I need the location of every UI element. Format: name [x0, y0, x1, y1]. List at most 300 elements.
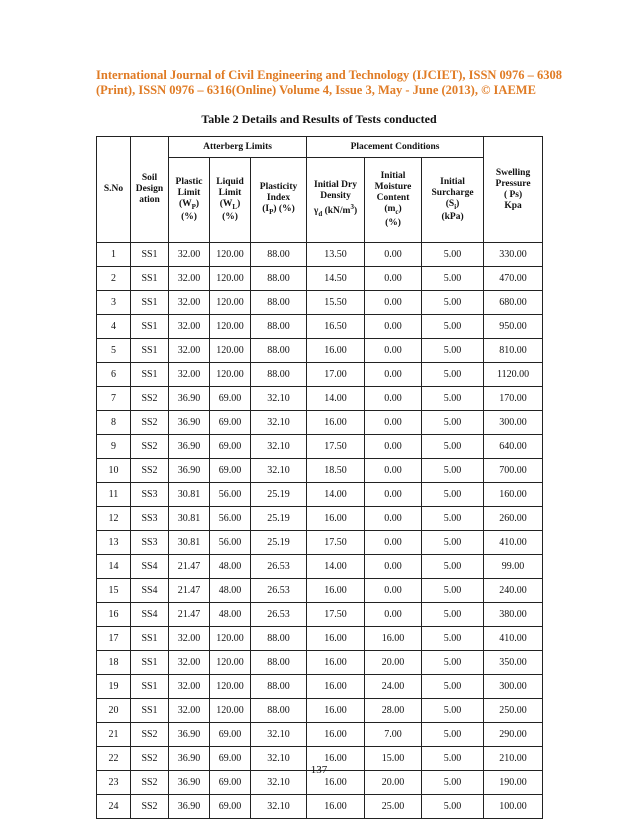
results-table [96, 136, 543, 819]
cell-surcharge: 5.00 [422, 363, 484, 387]
header-surcharge-unit: (kPa) [441, 212, 464, 223]
cell-plastic-limit: 36.90 [169, 387, 210, 411]
header-moisture-unit: (%) [385, 217, 401, 228]
cell-dry-density: 16.00 [307, 507, 365, 531]
cell-dry-density: 17.00 [307, 363, 365, 387]
cell-swelling-pressure: 190.00 [484, 771, 543, 795]
cell-liquid-limit: 120.00 [210, 243, 251, 267]
cell-dry-density: 14.00 [307, 483, 365, 507]
cell-sno: 16 [97, 603, 131, 627]
cell-liquid-limit: 120.00 [210, 291, 251, 315]
header-moisture-symbol: (m [384, 204, 396, 215]
header-pi-line-1: Plasticity [259, 182, 298, 193]
header-soil-line-1: Soil [141, 173, 158, 183]
cell-dry-density: 16.00 [307, 675, 365, 699]
cell-surcharge: 5.00 [422, 435, 484, 459]
cell-plasticity-index: 26.53 [251, 603, 307, 627]
header-plastic-line-2: Limit [177, 187, 201, 198]
cell-swelling-pressure: 300.00 [484, 411, 543, 435]
cell-soil: SS2 [131, 771, 169, 795]
header-density-unit: (kN/m [322, 206, 351, 217]
cell-sno: 24 [97, 795, 131, 819]
cell-swelling-pressure: 330.00 [484, 243, 543, 267]
cell-sno: 4 [97, 315, 131, 339]
header-moisture-line-3: Content [376, 193, 410, 204]
cell-surcharge: 5.00 [422, 387, 484, 411]
header-moisture-subscript: c [395, 207, 399, 216]
cell-plasticity-index: 32.10 [251, 411, 307, 435]
header-atterberg-limits: Atterberg Limits [169, 137, 307, 158]
table-row [97, 339, 543, 363]
cell-soil: SS1 [131, 291, 169, 315]
header-liquid-line-1: Liquid [216, 176, 244, 187]
cell-plasticity-index: 26.53 [251, 555, 307, 579]
cell-dry-density: 14.50 [307, 267, 365, 291]
cell-dry-density: 16.00 [307, 699, 365, 723]
cell-swelling-pressure: 1120.00 [484, 363, 543, 387]
cell-plasticity-index: 88.00 [251, 243, 307, 267]
cell-moisture: 0.00 [365, 459, 422, 483]
cell-dry-density: 14.00 [307, 387, 365, 411]
cell-sno: 17 [97, 627, 131, 651]
cell-plastic-limit: 32.00 [169, 627, 210, 651]
cell-sno: 11 [97, 483, 131, 507]
cell-sno: 22 [97, 747, 131, 771]
cell-liquid-limit: 120.00 [210, 315, 251, 339]
cell-plastic-limit: 32.00 [169, 675, 210, 699]
cell-liquid-limit: 120.00 [210, 339, 251, 363]
cell-moisture: 0.00 [365, 339, 422, 363]
header-surcharge-close: ) [456, 198, 460, 209]
cell-moisture: 0.00 [365, 243, 422, 267]
header-surcharge-subscript: i [454, 202, 457, 211]
cell-dry-density: 16.00 [307, 411, 365, 435]
header-liquid-line-2: Limit [218, 187, 242, 198]
cell-sno: 12 [97, 507, 131, 531]
cell-plastic-limit: 30.81 [169, 531, 210, 555]
cell-soil: SS1 [131, 363, 169, 387]
table-row [97, 795, 543, 819]
table-row [97, 651, 543, 675]
table-row [97, 411, 543, 435]
cell-plastic-limit: 32.00 [169, 243, 210, 267]
cell-plasticity-index: 32.10 [251, 771, 307, 795]
cell-swelling-pressure: 99.00 [484, 555, 543, 579]
cell-surcharge: 5.00 [422, 483, 484, 507]
cell-dry-density: 16.00 [307, 795, 365, 819]
cell-swelling-pressure: 170.00 [484, 387, 543, 411]
cell-plastic-limit: 36.90 [169, 435, 210, 459]
cell-dry-density: 17.50 [307, 435, 365, 459]
cell-plastic-limit: 36.90 [169, 771, 210, 795]
cell-soil: SS1 [131, 627, 169, 651]
table-row [97, 699, 543, 723]
cell-soil: SS4 [131, 555, 169, 579]
cell-dry-density: 16.00 [307, 771, 365, 795]
cell-dry-density: 16.50 [307, 315, 365, 339]
cell-sno: 13 [97, 531, 131, 555]
journal-header-line-2: (Print), ISSN 0976 – 6316(Online) Volume 4, Issue 3, May - June (2013), © IAEME [96, 83, 536, 97]
cell-swelling-pressure: 950.00 [484, 315, 543, 339]
cell-swelling-pressure: 680.00 [484, 291, 543, 315]
cell-dry-density: 18.50 [307, 459, 365, 483]
cell-plastic-limit: 32.00 [169, 699, 210, 723]
cell-surcharge: 5.00 [422, 627, 484, 651]
cell-swelling-pressure: 100.00 [484, 795, 543, 819]
cell-moisture: 0.00 [365, 267, 422, 291]
header-density-line-1: Initial Dry [314, 179, 358, 190]
header-liquid-close: ) [237, 198, 241, 209]
cell-moisture: 0.00 [365, 363, 422, 387]
table-row [97, 459, 543, 483]
cell-plasticity-index: 88.00 [251, 267, 307, 291]
cell-plasticity-index: 32.10 [251, 795, 307, 819]
header-swelling-line-4: Kpa [504, 200, 522, 211]
cell-plasticity-index: 88.00 [251, 363, 307, 387]
header-density-superscript: 3 [350, 202, 354, 211]
cell-plasticity-index: 25.19 [251, 507, 307, 531]
cell-moisture: 15.00 [365, 747, 422, 771]
cell-plastic-limit: 36.90 [169, 411, 210, 435]
cell-sno: 6 [97, 363, 131, 387]
cell-moisture: 0.00 [365, 579, 422, 603]
cell-swelling-pressure: 350.00 [484, 651, 543, 675]
cell-surcharge: 5.00 [422, 243, 484, 267]
cell-soil: SS1 [131, 339, 169, 363]
cell-moisture: 20.00 [365, 771, 422, 795]
cell-dry-density: 15.50 [307, 291, 365, 315]
cell-surcharge: 5.00 [422, 675, 484, 699]
cell-dry-density: 14.00 [307, 555, 365, 579]
cell-plastic-limit: 21.47 [169, 555, 210, 579]
table-caption: Table 2 Details and Results of Tests conducted [201, 112, 437, 126]
table-row [97, 675, 543, 699]
header-soil-line-3: ation [139, 195, 160, 205]
header-liquid-subscript: L [232, 202, 238, 211]
header-plasticity-index [251, 158, 307, 243]
cell-surcharge: 5.00 [422, 555, 484, 579]
header-surcharge-line-1: Initial [440, 176, 465, 187]
cell-liquid-limit: 48.00 [210, 579, 251, 603]
header-density-symbol: γ [313, 206, 319, 217]
cell-liquid-limit: 120.00 [210, 627, 251, 651]
cell-swelling-pressure: 410.00 [484, 531, 543, 555]
cell-soil: SS4 [131, 579, 169, 603]
cell-dry-density: 16.00 [307, 627, 365, 651]
cell-sno: 21 [97, 723, 131, 747]
cell-swelling-pressure: 210.00 [484, 747, 543, 771]
cell-liquid-limit: 56.00 [210, 507, 251, 531]
cell-plasticity-index: 32.10 [251, 747, 307, 771]
cell-surcharge: 5.00 [422, 723, 484, 747]
cell-plastic-limit: 36.90 [169, 795, 210, 819]
cell-plasticity-index: 26.53 [251, 579, 307, 603]
cell-moisture: 0.00 [365, 483, 422, 507]
header-soil-designation [131, 137, 169, 243]
page-number: 137 [310, 764, 328, 776]
table-row [97, 579, 543, 603]
cell-liquid-limit: 69.00 [210, 795, 251, 819]
cell-surcharge: 5.00 [422, 651, 484, 675]
cell-sno: 1 [97, 243, 131, 267]
cell-plasticity-index: 88.00 [251, 291, 307, 315]
cell-plasticity-index: 25.19 [251, 483, 307, 507]
cell-surcharge: 5.00 [422, 747, 484, 771]
header-pi-subscript: P [269, 207, 274, 216]
cell-liquid-limit: 69.00 [210, 723, 251, 747]
cell-plastic-limit: 32.00 [169, 651, 210, 675]
cell-liquid-limit: 120.00 [210, 651, 251, 675]
cell-plastic-limit: 32.00 [169, 291, 210, 315]
header-liquid-symbol: (W [219, 198, 233, 209]
cell-soil: SS2 [131, 747, 169, 771]
cell-liquid-limit: 120.00 [210, 363, 251, 387]
cell-moisture: 28.00 [365, 699, 422, 723]
cell-moisture: 0.00 [365, 315, 422, 339]
header-moisture-close: ) [398, 204, 402, 215]
cell-surcharge: 5.00 [422, 603, 484, 627]
cell-surcharge: 5.00 [422, 795, 484, 819]
cell-plastic-limit: 32.00 [169, 339, 210, 363]
cell-moisture: 0.00 [365, 531, 422, 555]
cell-dry-density: 16.00 [307, 723, 365, 747]
cell-plastic-limit: 32.00 [169, 363, 210, 387]
header-density-line-2: Density [320, 190, 351, 201]
cell-soil: SS4 [131, 603, 169, 627]
cell-swelling-pressure: 250.00 [484, 699, 543, 723]
cell-moisture: 0.00 [365, 555, 422, 579]
cell-plasticity-index: 88.00 [251, 315, 307, 339]
header-pi-unit: ) (%) [273, 204, 295, 215]
cell-liquid-limit: 120.00 [210, 267, 251, 291]
cell-surcharge: 5.00 [422, 771, 484, 795]
cell-swelling-pressure: 640.00 [484, 435, 543, 459]
cell-plastic-limit: 30.81 [169, 507, 210, 531]
header-swelling-line-3: ( Ps) [503, 189, 523, 200]
cell-liquid-limit: 69.00 [210, 435, 251, 459]
cell-plastic-limit: 21.47 [169, 603, 210, 627]
cell-plastic-limit: 32.00 [169, 267, 210, 291]
cell-swelling-pressure: 240.00 [484, 579, 543, 603]
table-row [97, 507, 543, 531]
cell-sno: 2 [97, 267, 131, 291]
cell-liquid-limit: 56.00 [210, 531, 251, 555]
cell-plasticity-index: 25.19 [251, 531, 307, 555]
header-soil-line-2: Design [135, 184, 164, 194]
cell-liquid-limit: 69.00 [210, 771, 251, 795]
cell-moisture: 20.00 [365, 651, 422, 675]
header-plastic-unit: (%) [181, 212, 197, 223]
cell-liquid-limit: 69.00 [210, 387, 251, 411]
cell-dry-density: 16.00 [307, 651, 365, 675]
cell-dry-density: 16.00 [307, 579, 365, 603]
cell-moisture: 0.00 [365, 435, 422, 459]
cell-liquid-limit: 48.00 [210, 555, 251, 579]
header-swelling-line-1: Swelling [495, 167, 531, 178]
header-liquid-unit: (%) [222, 212, 238, 223]
table-row [97, 387, 543, 411]
cell-soil: SS2 [131, 723, 169, 747]
cell-moisture: 0.00 [365, 507, 422, 531]
header-pi-line-2: Index [266, 193, 291, 204]
cell-plastic-limit: 30.81 [169, 483, 210, 507]
table-row [97, 243, 543, 267]
cell-plastic-limit: 36.90 [169, 723, 210, 747]
table-row [97, 531, 543, 555]
cell-plasticity-index: 88.00 [251, 675, 307, 699]
cell-sno: 10 [97, 459, 131, 483]
cell-moisture: 25.00 [365, 795, 422, 819]
cell-liquid-limit: 120.00 [210, 699, 251, 723]
header-pi-symbol: (I [262, 204, 270, 215]
table-row [97, 363, 543, 387]
cell-plasticity-index: 32.10 [251, 387, 307, 411]
cell-moisture: 0.00 [365, 291, 422, 315]
cell-soil: SS2 [131, 795, 169, 819]
header-plastic-limit [169, 158, 210, 243]
table-row [97, 603, 543, 627]
cell-soil: SS3 [131, 483, 169, 507]
cell-surcharge: 5.00 [422, 291, 484, 315]
cell-soil: SS3 [131, 531, 169, 555]
cell-dry-density: 17.50 [307, 603, 365, 627]
cell-liquid-limit: 48.00 [210, 603, 251, 627]
table-row [97, 315, 543, 339]
cell-soil: SS1 [131, 243, 169, 267]
table-row [97, 483, 543, 507]
header-swelling-line-2: Pressure [495, 178, 531, 189]
cell-soil: SS2 [131, 387, 169, 411]
cell-plastic-limit: 36.90 [169, 459, 210, 483]
cell-soil: SS3 [131, 507, 169, 531]
cell-sno: 23 [97, 771, 131, 795]
cell-soil: SS1 [131, 315, 169, 339]
cell-surcharge: 5.00 [422, 339, 484, 363]
cell-moisture: 24.00 [365, 675, 422, 699]
cell-plastic-limit: 36.90 [169, 747, 210, 771]
cell-swelling-pressure: 470.00 [484, 267, 543, 291]
cell-plasticity-index: 88.00 [251, 627, 307, 651]
cell-plasticity-index: 32.10 [251, 435, 307, 459]
table-row [97, 627, 543, 651]
cell-sno: 19 [97, 675, 131, 699]
cell-liquid-limit: 56.00 [210, 483, 251, 507]
header-plastic-subscript: P [191, 202, 196, 211]
cell-surcharge: 5.00 [422, 267, 484, 291]
cell-surcharge: 5.00 [422, 507, 484, 531]
cell-dry-density: 17.50 [307, 531, 365, 555]
table-row [97, 435, 543, 459]
header-moisture-line-1: Initial [380, 171, 406, 182]
cell-soil: SS2 [131, 459, 169, 483]
cell-liquid-limit: 69.00 [210, 459, 251, 483]
cell-dry-density: 16.00 [307, 747, 365, 771]
cell-dry-density: 13.50 [307, 243, 365, 267]
cell-surcharge: 5.00 [422, 315, 484, 339]
cell-sno: 9 [97, 435, 131, 459]
cell-soil: SS2 [131, 411, 169, 435]
table-body [97, 243, 543, 819]
table-row [97, 723, 543, 747]
cell-plasticity-index: 32.10 [251, 459, 307, 483]
header-moisture-line-2: Moisture [374, 182, 412, 193]
cell-swelling-pressure: 290.00 [484, 723, 543, 747]
table-row [97, 555, 543, 579]
header-plastic-symbol: (W [178, 198, 192, 209]
header-placement-conditions: Placement Conditions [307, 137, 484, 158]
cell-sno: 5 [97, 339, 131, 363]
header-initial-dry-density [307, 158, 365, 243]
cell-sno: 14 [97, 555, 131, 579]
cell-moisture: 0.00 [365, 603, 422, 627]
table-row [97, 291, 543, 315]
header-initial-moisture [365, 158, 422, 243]
cell-plastic-limit: 32.00 [169, 315, 210, 339]
cell-dry-density: 16.00 [307, 339, 365, 363]
cell-plasticity-index: 88.00 [251, 339, 307, 363]
cell-soil: SS1 [131, 651, 169, 675]
cell-sno: 3 [97, 291, 131, 315]
header-density-close: ) [353, 206, 358, 217]
header-density-subscript: d [318, 210, 323, 219]
cell-plastic-limit: 21.47 [169, 579, 210, 603]
cell-plasticity-index: 32.10 [251, 723, 307, 747]
cell-surcharge: 5.00 [422, 459, 484, 483]
cell-moisture: 7.00 [365, 723, 422, 747]
cell-swelling-pressure: 810.00 [484, 339, 543, 363]
journal-header-line-1: International Journal of Civil Engineering and Technology (IJCIET), ISSN 0976 – 6308 [96, 68, 563, 82]
cell-sno: 15 [97, 579, 131, 603]
cell-soil: SS2 [131, 435, 169, 459]
cell-sno: 8 [97, 411, 131, 435]
cell-surcharge: 5.00 [422, 579, 484, 603]
cell-soil: SS1 [131, 267, 169, 291]
cell-soil: SS1 [131, 675, 169, 699]
header-surcharge-symbol: (S [445, 198, 455, 209]
cell-swelling-pressure: 380.00 [484, 603, 543, 627]
cell-soil: SS1 [131, 699, 169, 723]
table-row [97, 267, 543, 291]
header-plastic-line-1: Plastic [175, 176, 203, 187]
cell-sno: 7 [97, 387, 131, 411]
header-initial-surcharge [422, 158, 484, 243]
cell-sno: 18 [97, 651, 131, 675]
cell-swelling-pressure: 700.00 [484, 459, 543, 483]
cell-swelling-pressure: 300.00 [484, 675, 543, 699]
cell-swelling-pressure: 260.00 [484, 507, 543, 531]
cell-liquid-limit: 69.00 [210, 411, 251, 435]
cell-liquid-limit: 69.00 [210, 747, 251, 771]
cell-plasticity-index: 88.00 [251, 699, 307, 723]
cell-swelling-pressure: 410.00 [484, 627, 543, 651]
header-plastic-close: ) [195, 198, 200, 209]
cell-surcharge: 5.00 [422, 411, 484, 435]
cell-swelling-pressure: 160.00 [484, 483, 543, 507]
cell-surcharge: 5.00 [422, 699, 484, 723]
journal-header [96, 68, 566, 98]
cell-surcharge: 5.00 [422, 531, 484, 555]
cell-moisture: 0.00 [365, 387, 422, 411]
cell-liquid-limit: 120.00 [210, 675, 251, 699]
header-liquid-limit [210, 158, 251, 243]
cell-sno: 20 [97, 699, 131, 723]
header-swelling-pressure [484, 137, 543, 243]
cell-plasticity-index: 88.00 [251, 651, 307, 675]
header-surcharge-line-2: Surcharge [431, 187, 474, 198]
cell-moisture: 16.00 [365, 627, 422, 651]
header-sno: S.No [97, 137, 131, 243]
cell-moisture: 0.00 [365, 411, 422, 435]
